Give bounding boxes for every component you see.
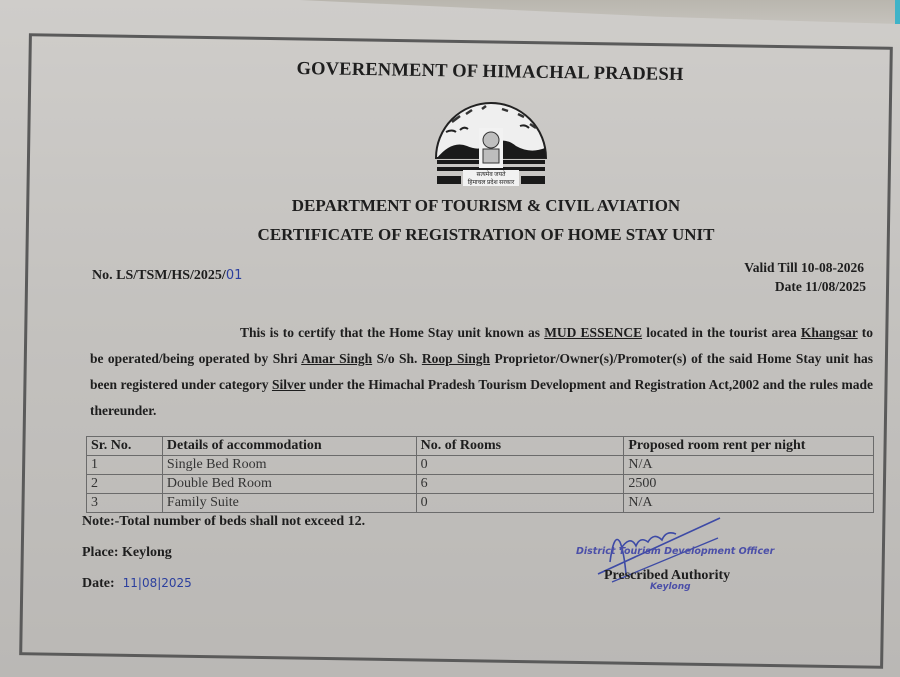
issue-date: Date 11/08/2025 [774, 279, 866, 294]
header-sr-no: Sr. No. [87, 437, 163, 456]
registration-number [92, 268, 242, 284]
emblem-motto: सत्यमेव जयते [476, 172, 506, 178]
signing-date [82, 576, 192, 592]
header-rooms: No. of Rooms [416, 437, 624, 456]
government-title: GOVERENMENT OF HIMACHAL PRADESH [296, 58, 684, 86]
cell-rooms: 6 [416, 475, 624, 494]
cell-rooms: 0 [416, 456, 624, 475]
unit-name: MUD ESSENCE [544, 325, 643, 340]
body-text: S/o Sh. [372, 351, 422, 366]
prescribed-authority: Prescribed Authority [604, 568, 731, 583]
stamp-designation: District Tourism Development Officer [576, 546, 775, 557]
body-text: located in the tourist area [642, 325, 801, 340]
registration-number-handwritten: 01 [225, 268, 243, 283]
cell-sr-no: 2 [87, 475, 163, 494]
cell-sr-no: 1 [87, 456, 163, 475]
cell-sr-no: 3 [87, 494, 163, 513]
cell-rooms: 0 [416, 494, 624, 513]
owner-name: Amar Singh [301, 351, 373, 366]
table-row [87, 475, 874, 494]
certificate-title: CERTIFICATE OF REGISTRATION OF HOME STAY UNIT [257, 225, 715, 244]
date-handwritten: 11|08|2025 [122, 576, 192, 590]
cell-rent: N/A [624, 494, 874, 513]
registration-number-prefix: No. LS/TSM/HS/2025/ [92, 268, 226, 283]
valid-till: Valid Till 10-08-2026 [744, 260, 864, 275]
header-rent: Proposed room rent per night [624, 437, 874, 456]
header-details: Details of accommodation [162, 437, 416, 456]
cell-rent: 2500 [624, 475, 874, 494]
cell-details: Family Suite [162, 494, 416, 513]
table-header-row [87, 437, 874, 456]
cell-details: Single Bed Room [162, 456, 416, 475]
body-text: This is to certify that the Home Stay unit known as [240, 325, 545, 340]
date-label: Date: [82, 576, 115, 591]
cell-details: Double Bed Room [162, 475, 416, 494]
department-title: DEPARTMENT OF TOURISM & CIVIL AVIATION [291, 196, 681, 215]
father-name: Roop Singh [421, 351, 491, 366]
table-row [87, 494, 874, 513]
cell-rent: N/A [624, 456, 874, 475]
body-text: to be operated/being operated by Shri [90, 325, 873, 366]
body-text: Proprietor/Owner(s)/Promoter(s) of the said Home Stay unit has been registered under category [90, 351, 873, 392]
body-text: under the Himachal Pradesh Tourism Development and Registration Act,2002 and the rules made thereunder. [90, 377, 874, 418]
accommodation-table [86, 436, 874, 513]
certification-paragraph [90, 320, 873, 424]
stamp-place: Keylong [650, 582, 691, 592]
beds-note: Note:-Total number of beds shall not exceed 12. [82, 514, 366, 529]
table-row [87, 456, 874, 475]
category: Silver [271, 377, 306, 392]
tourist-area: Khangsar [800, 325, 858, 340]
emblem-label: हिमाचल प्रदेश सरकार [467, 180, 515, 186]
place: Place: Keylong [82, 545, 172, 560]
himachal-emblem-icon [432, 100, 550, 186]
